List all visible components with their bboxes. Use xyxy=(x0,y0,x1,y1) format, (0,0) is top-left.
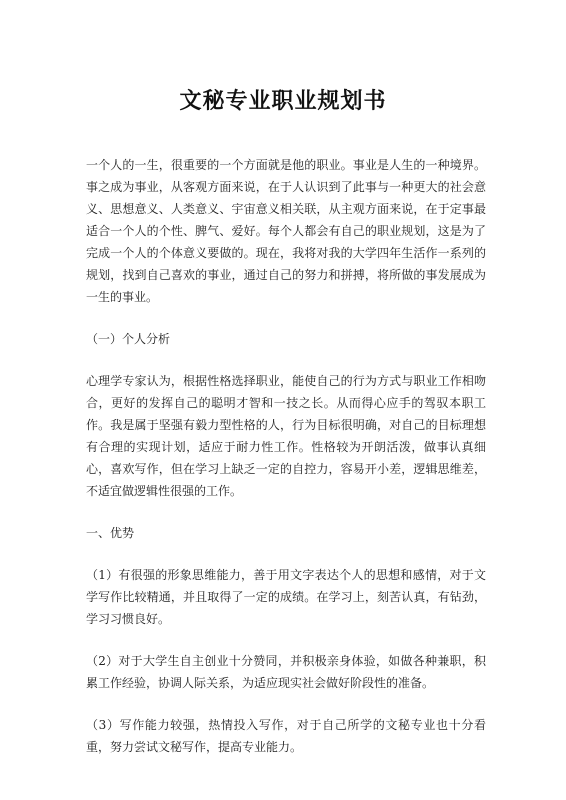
paragraph-gap xyxy=(86,694,486,714)
section-heading-strengths: 一、优势 xyxy=(86,526,135,540)
document-title: 文秘专业职业规划书 xyxy=(179,88,387,114)
paragraph-gap xyxy=(86,544,486,564)
paragraph-gap xyxy=(86,502,486,522)
paragraph-gap xyxy=(86,350,486,370)
paragraph-intro: 一个人的一生，很重要的一个方面就是他的职业。事业是人生的一种境界。事之成为事业，从客观方面来说，在于人认识到了此事与一种更大的社会意义、思想意义、人类意义、宇宙意义相关联，从主观方面来说，在于定事最适合一个人的个性、脾气、爱好。每个人都会有自己的职业规划，这是为了完成一个人的个体意义要做的。现在，我将对我的大学四年生活作一系列的规划，找到自己喜欢的事业，通过自己的努力和拼搏，将所做的事发展成为一生的事业。 xyxy=(86,158,486,304)
paragraph-strength-3: （3）写作能力较强，热情投入写作，对于自己所学的文秘专业也十分看重，努力尝试文秘写作，提高专业能力。 xyxy=(86,718,486,754)
paragraph-strength-2: （2）对于大学生自主创业十分赞同，并积极亲身体验，如做各种兼职，积累工作经验，协调人际关系，为适应现实社会做好阶段性的准备。 xyxy=(86,654,486,690)
paragraph-gap xyxy=(86,630,486,650)
document-body xyxy=(86,154,486,758)
paragraph-gap xyxy=(86,308,486,328)
section-heading-personal-analysis: （一）个人分析 xyxy=(86,332,171,346)
paragraph-strength-1: （1）有很强的形象思维能力，善于用文字表达个人的思想和感情，对于文学写作比较精通，并且取得了一定的成绩。在学习上，刻苦认真，有钻劲，学习习惯良好。 xyxy=(86,568,486,626)
paragraph-personality: 心理学专家认为，根据性格选择职业，能使自己的行为方式与职业工作相吻合，更好的发挥自己的聪明才智和一技之长。从而得心应手的驾驭本职工作。我是属于坚强有毅力型性格的人，行为目标很明确，对自己的目标理想有合理的实现计划，适应于耐力性工作。性格较为开朗活泼，做事认真细心，喜欢写作，但在学习上缺乏一定的自控力，容易开小差，逻辑思维差，不适宜做逻辑性很强的工作。 xyxy=(86,374,486,498)
